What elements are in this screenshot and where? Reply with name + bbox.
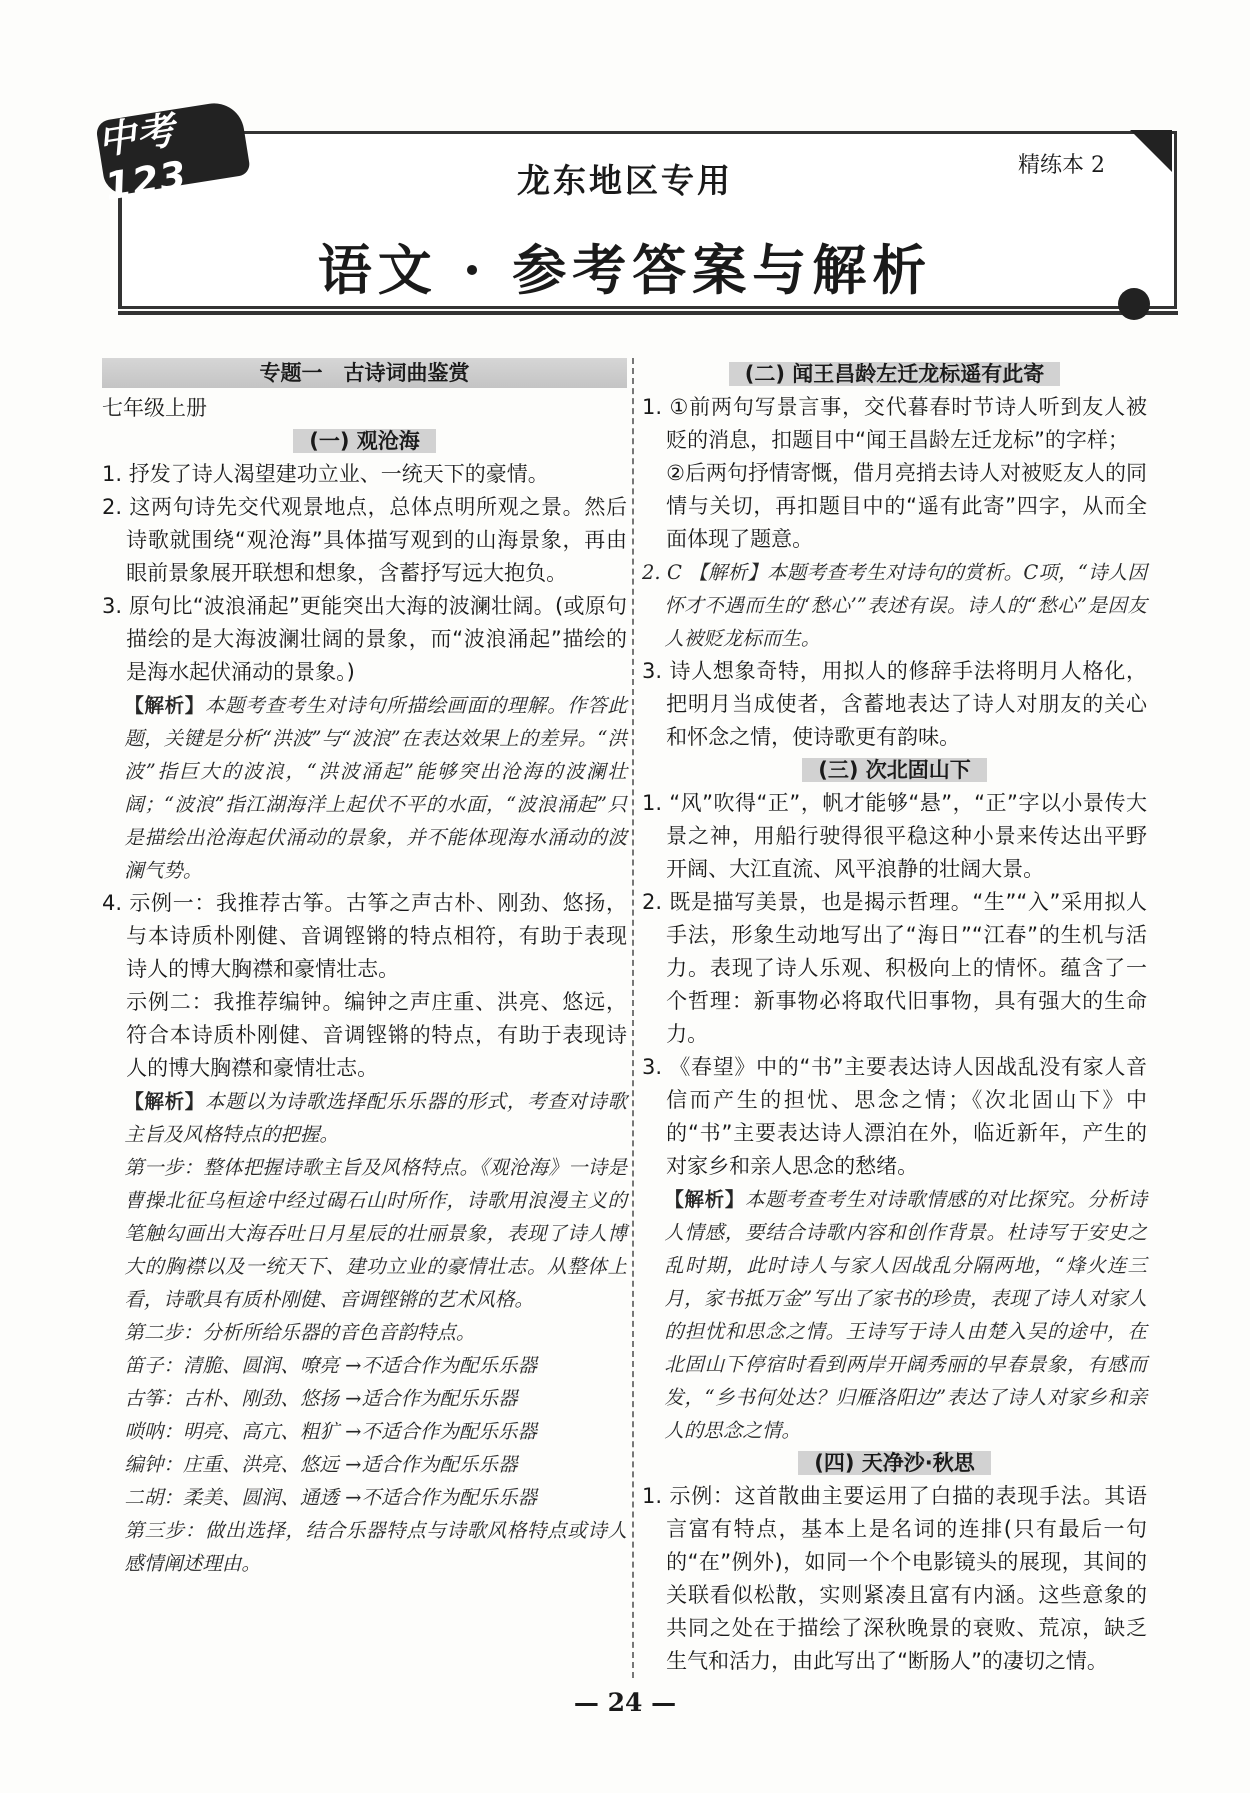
instrument-line: 二胡：柔美、圆润、通透 →不适合作为配乐乐器	[124, 1486, 537, 1509]
grade-label: 七年级上册	[102, 396, 207, 420]
analysis-step: 第二步：分析所给乐器的音色音韵特点。	[124, 1321, 476, 1344]
logo: 中考123	[95, 99, 251, 197]
answer-item: 3. 《春望》中的“书”主要表达诗人因战乱没有家人音信而产生的担忧、思念之情；《次北固山下》中的“书”主要表达诗人漂泊在外，临近新年，产生的对家乡和亲人思念的愁绪。	[642, 1055, 1147, 1178]
answer-item: 1. “风”吹得“正”，帆才能够“悬”，“正”字以小景传大景之神，用船行驶得很平稳这种小景来传达出平野开阔、大江直流、风平浪静的壮阔大景。	[642, 791, 1147, 881]
answer-item: 2. 这两句诗先交代观景地点，总体点明所观之景。然后诗歌就围绕“观沧海”具体描写观到的山海景象，再由眼前景象展开联想和想象，含蓄抒写远大抱负。	[102, 495, 627, 585]
analysis-step: 第一步：整体把握诗歌主旨及风格特点。《观沧海》一诗是曹操北征乌桓途中经过碣石山时所作，诗歌用浪漫主义的笔触勾画出大海吞吐日月星辰的壮丽景象，表现了诗人博大的胸襟以及一统天下、建功立业的豪情壮志。从整体上看，诗歌具有质朴刚健、音调铿锵的艺术风格。	[124, 1156, 627, 1311]
section-heading: (二) 闻王昌龄左迁龙标遥有此寄	[642, 358, 1147, 391]
answer-item: 4. 示例一：我推荐古筝。古筝之声古朴、刚劲、悠扬，与本诗质朴刚健、音调铿锵的特点相符，有助于表现诗人的博大胸襟和豪情壮志。	[102, 891, 627, 981]
right-column	[642, 358, 1147, 1678]
left-column	[102, 358, 627, 1580]
answer-item: 3. 原句比“波浪涌起”更能突出大海的波澜壮阔。(或原句描绘的是大海波澜壮阔的景象，而“波浪涌起”描绘的是海水起伏涌动的景象。)	[102, 594, 627, 684]
instrument-line: 编钟：庄重、洪亮、悠远 →适合作为配乐乐器	[124, 1453, 518, 1476]
section-heading: (四) 天净沙·秋思	[642, 1447, 1147, 1480]
answer-example: 示例二：我推荐编钟。编钟之声庄重、洪亮、悠远，符合本诗质朴刚健、音调铿锵的特点，有助于表现诗人的博大胸襟和豪情壮志。	[126, 990, 627, 1080]
section-heading: (一) 观沧海	[102, 425, 627, 458]
column-divider	[632, 358, 634, 1678]
analysis-step: 第三步：做出选择，结合乐器特点与诗歌风格特点或诗人感情阐述理由。	[124, 1519, 627, 1575]
answer-item-cont: ②后两句抒情寄慨，借月亮捎去诗人对被贬友人的同情与关切，再扣题目中的“遥有此寄”四字，从而全面体现了题意。	[666, 461, 1147, 551]
answer-item: 1. ①前两句写景言事，交代暮春时节诗人听到友人被贬的消息，扣题目中“闻王昌龄左迁龙标”的字样；	[642, 395, 1147, 452]
analysis-text: 【解析】本题以为诗歌选择配乐乐器的形式，考查对诗歌主旨及风格特点的把握。	[124, 1090, 627, 1146]
instrument-line: 唢呐：明亮、高亢、粗犷 →不适合作为配乐乐器	[124, 1420, 537, 1443]
answer-item: 2. 既是描写美景，也是揭示哲理。“生”“入”采用拟人手法，形象生动地写出了“海日”“江春”的生机与活力。表现了诗人乐观、积极向上的情怀。蕴含了一个哲理：新事物必将取代旧事物，具有强大的生命力。	[642, 890, 1147, 1046]
answer-item: 2. C 【解析】本题考查考生对诗句的赏析。C项，“诗人因怀才不遇而生的‘愁心’”表述有误。诗人的“愁心”是因友人被贬龙标而生。	[642, 561, 1147, 650]
analysis-text: 【解析】本题考查考生对诗歌情感的对比探究。分析诗人情感，要结合诗歌内容和创作背景。杜诗写于安史之乱时期，此时诗人与家人因战乱分隔两地，“烽火连三月，家书抵万金”写出了家书的珍贵，表现了诗人对家人的担忧和思念之情。王诗写于诗人由楚入吴的途中，在北固山下停宿时看到两岸开阔秀丽的早春景象，有感而发，“乡书何处达？归雁洛阳边”表达了诗人对家乡和亲人的思念之情。	[664, 1188, 1147, 1442]
page-title: 语文 · 参考答案与解析	[317, 238, 933, 302]
section-heading: (三) 次北固山下	[642, 754, 1147, 787]
instrument-line: 古筝：古朴、刚劲、悠扬 →适合作为配乐乐器	[124, 1387, 518, 1410]
analysis-text: 【解析】本题考查考生对诗句所描绘画面的理解。作答此题，关键是分析“洪波”与“波浪”在表达效果上的差异。“洪波”指巨大的波浪，“洪波涌起”能够突出沧海的波澜壮阔；“波浪”指江湖海洋上起伏不平的水面，“波浪涌起”只是描绘出沧海起伏涌动的景象，并不能体现海水涌动的波澜气势。	[124, 694, 627, 882]
answer-item: 1. 示例：这首散曲主要运用了白描的表现手法。其语言富有特点，基本上是名词的连排(只有最后一句的“在”例外)，如同一个个电影镜头的展现，其间的关联看似松散，实则紧凑且富有内涵。这些意象的共同之处在于描绘了深秋晚景的衰败、荒凉，缺乏生气和活力，由此写出了“断肠人”的凄切之情。	[642, 1484, 1147, 1673]
answer-item: 3. 诗人想象奇特，用拟人的修辞手法将明月人格化，把明月当成使者，含蓄地表达了诗人对朋友的关心和怀念之情，使诗歌更有韵味。	[642, 659, 1147, 749]
page-number: — 24 —	[573, 1688, 677, 1717]
region-label: 龙东地区专用	[517, 161, 733, 200]
edition-label: 精练本 2	[1018, 153, 1105, 178]
answer-item: 1. 抒发了诗人渴望建功立业、一统天下的豪情。	[102, 462, 549, 486]
topic-heading: 专题一 古诗词曲鉴赏	[102, 358, 627, 388]
instrument-line: 笛子：清脆、圆润、嘹亮 →不适合作为配乐乐器	[124, 1354, 537, 1377]
